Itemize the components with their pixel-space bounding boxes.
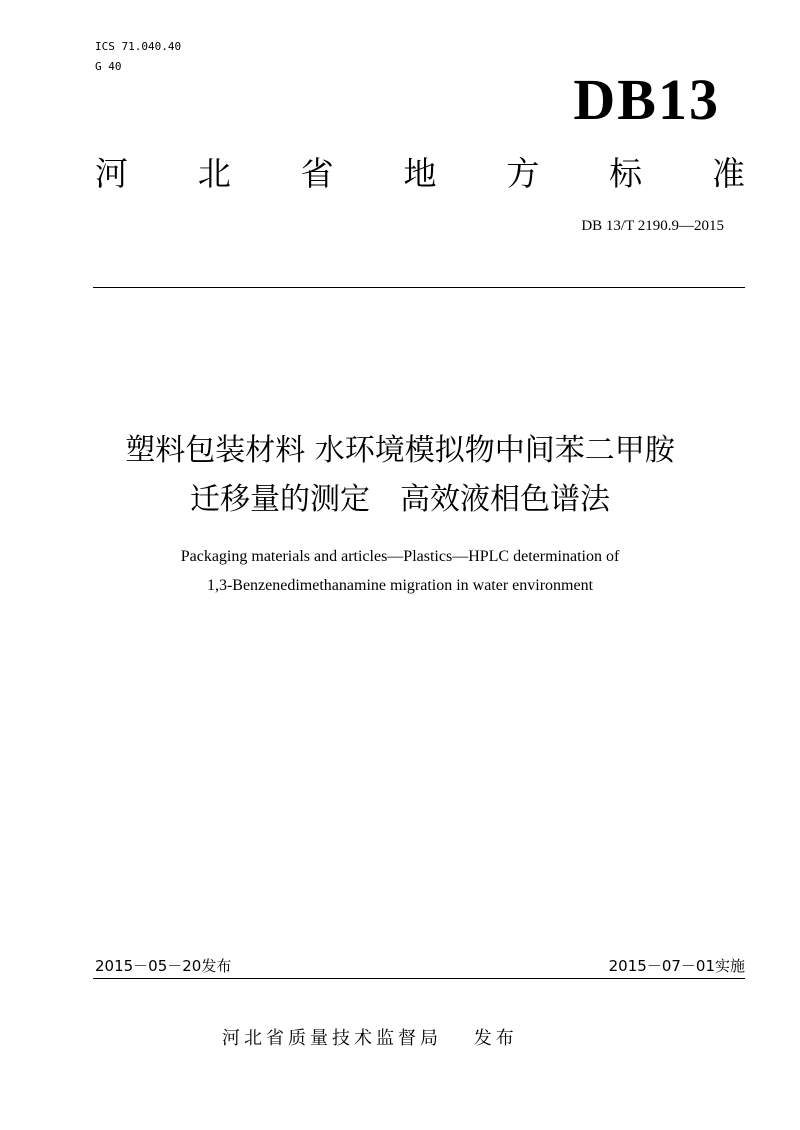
issue-date: 2015－05－20发布 bbox=[95, 957, 232, 975]
standard-type-char: 地 bbox=[403, 154, 437, 193]
footer-divider bbox=[93, 978, 745, 979]
title-cn-line1: 塑料包装材料 水环境模拟物中间苯二甲胺 bbox=[125, 433, 675, 468]
standard-type-char: 省 bbox=[300, 154, 334, 193]
ics-code: ICS 71.040.40 bbox=[95, 40, 182, 53]
implement-date: 2015－07－01实施 bbox=[608, 957, 745, 975]
standard-number: DB 13/T 2190.9—2015 bbox=[581, 218, 724, 234]
header-divider bbox=[93, 287, 745, 288]
standard-type-char: 准 bbox=[711, 154, 745, 193]
standard-type-char: 方 bbox=[506, 154, 540, 193]
publisher: 河北省质量技术监督局 发布 bbox=[222, 1028, 518, 1049]
standard-logo-code: DB13 bbox=[573, 67, 720, 132]
standard-type-char: 北 bbox=[197, 154, 231, 193]
title-en-line1: Packaging materials and articles—Plastics—HPLC determination of bbox=[180, 548, 620, 565]
ccs-code: G 40 bbox=[95, 60, 122, 73]
standard-type-char: 标 bbox=[609, 154, 643, 193]
standard-type bbox=[95, 154, 745, 193]
date-row bbox=[95, 959, 745, 974]
standard-type-char: 河 bbox=[95, 154, 128, 193]
title-cn-line2: 迁移量的测定 高效液相色谱法 bbox=[190, 482, 610, 517]
title-en-line2: 1,3-Benzenedimethanamine migration in water environment bbox=[206, 577, 594, 594]
